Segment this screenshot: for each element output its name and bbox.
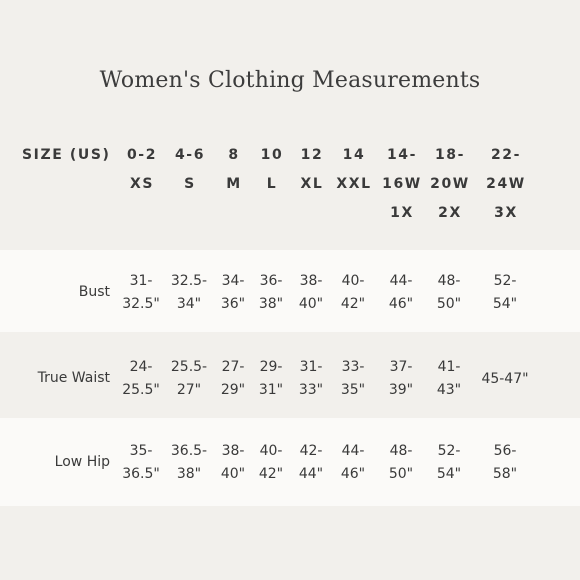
size-column-header: 14 XXL <box>336 147 372 192</box>
size-column-header: 10 L <box>260 147 284 192</box>
measurement-cell: 31- 32.5" <box>122 273 160 312</box>
size-header-label: SIZE (US) <box>22 147 111 163</box>
measurement-cell: 52- 54" <box>492 273 518 312</box>
measurement-cell: 40- 42" <box>340 273 366 312</box>
size-column-header: 22- 24W 3X <box>486 147 526 221</box>
measurement-cell: 41- 43" <box>436 359 462 398</box>
row-label: Bust <box>78 284 110 300</box>
measurement-cell: 37- 39" <box>388 359 414 398</box>
measurement-cell: 36- 38" <box>258 273 284 312</box>
row-label: True Waist <box>37 370 110 386</box>
table-row-band <box>0 506 580 580</box>
measurement-cell: 31- 33" <box>298 359 324 398</box>
measurement-cell: 52- 54" <box>436 443 462 482</box>
row-label: Low Hip <box>54 454 110 470</box>
measurement-cell: 33- 35" <box>340 359 366 398</box>
measurement-cell: 32.5- 34" <box>170 273 208 312</box>
size-column-header: 14- 16W 1X <box>382 147 422 221</box>
measurement-cell: 48- 50" <box>436 273 462 312</box>
size-column-header: 4-6 S <box>174 147 206 192</box>
measurement-cell: 45-47" <box>481 370 529 387</box>
measurement-cell: 42- 44" <box>298 443 324 482</box>
measurement-cell: 25.5- 27" <box>170 359 208 398</box>
page-title: Women's Clothing Measurements <box>99 68 481 93</box>
measurement-cell: 35- 36.5" <box>122 443 160 482</box>
size-column-header: 0-2 XS <box>126 147 158 192</box>
measurement-cell: 40- 42" <box>258 443 284 482</box>
measurement-cell: 38- 40" <box>220 443 246 482</box>
measurement-cell: 38- 40" <box>298 273 324 312</box>
measurement-cell: 56- 58" <box>492 443 518 482</box>
measurement-cell: 29- 31" <box>258 359 284 398</box>
size-column-header: 18- 20W 2X <box>430 147 470 221</box>
size-column-header: 8 M <box>226 147 242 192</box>
measurement-cell: 44- 46" <box>340 443 366 482</box>
measurement-cell: 34- 36" <box>220 273 246 312</box>
size-column-header: 12 XL <box>300 147 324 192</box>
measurement-cell: 24- 25.5" <box>122 359 160 398</box>
measurement-cell: 36.5- 38" <box>170 443 208 482</box>
measurement-cell: 27- 29" <box>220 359 246 398</box>
measurement-cell: 48- 50" <box>388 443 414 482</box>
measurement-cell: 44- 46" <box>388 273 414 312</box>
